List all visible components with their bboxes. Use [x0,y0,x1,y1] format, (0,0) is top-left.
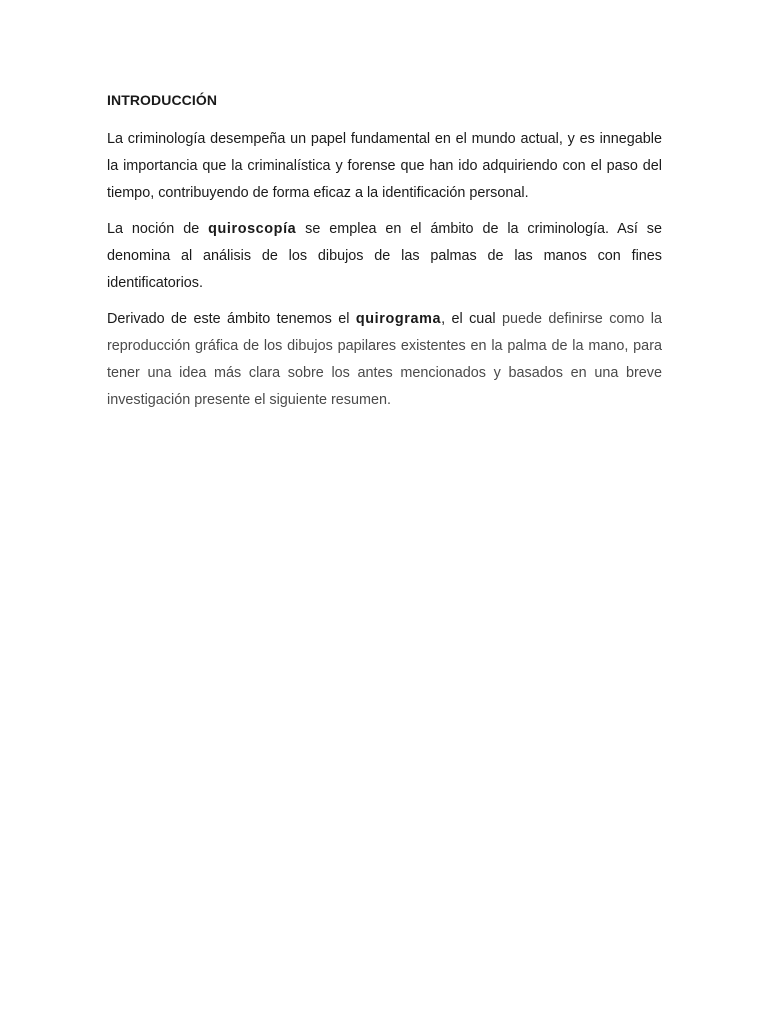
paragraph-3-before: Derivado de este ámbito tenemos el [107,311,356,327]
paragraph-3-mid: , el cual [441,311,502,327]
paragraph-2-bold-term: quiroscopía [208,221,297,237]
paragraph-1 [107,126,662,207]
paragraph-2 [107,216,662,297]
paragraph-3 [107,306,662,414]
paragraph-3-bold-term: quirograma [355,311,442,327]
paragraph-2-after: se emplea en el ámbito de la criminología. Así se denomina al análisis de los dibujos de las palmas de las manos con fines identificatorios. [107,221,662,291]
paragraph-2-before: La noción de [107,221,209,237]
paragraph-1-text: La criminología desempeña un papel fundamental en el mundo actual, y es innegable la importancia que la criminalística y forense que han ido adquiriendo con el paso del tiempo, contribuyendo de forma eficaz a la identificación personal. [107,131,662,201]
paragraph-3-tail: puede definirse como la reproducción gráfica de los dibujos papilares existentes en la palma de la mano, para tener una idea más clara sobre los antes mencionados y basados en una breve investigación presente el siguiente resumen. [107,311,662,408]
document-page [107,88,662,423]
document-title: INTRODUCCIÓN [107,92,218,108]
